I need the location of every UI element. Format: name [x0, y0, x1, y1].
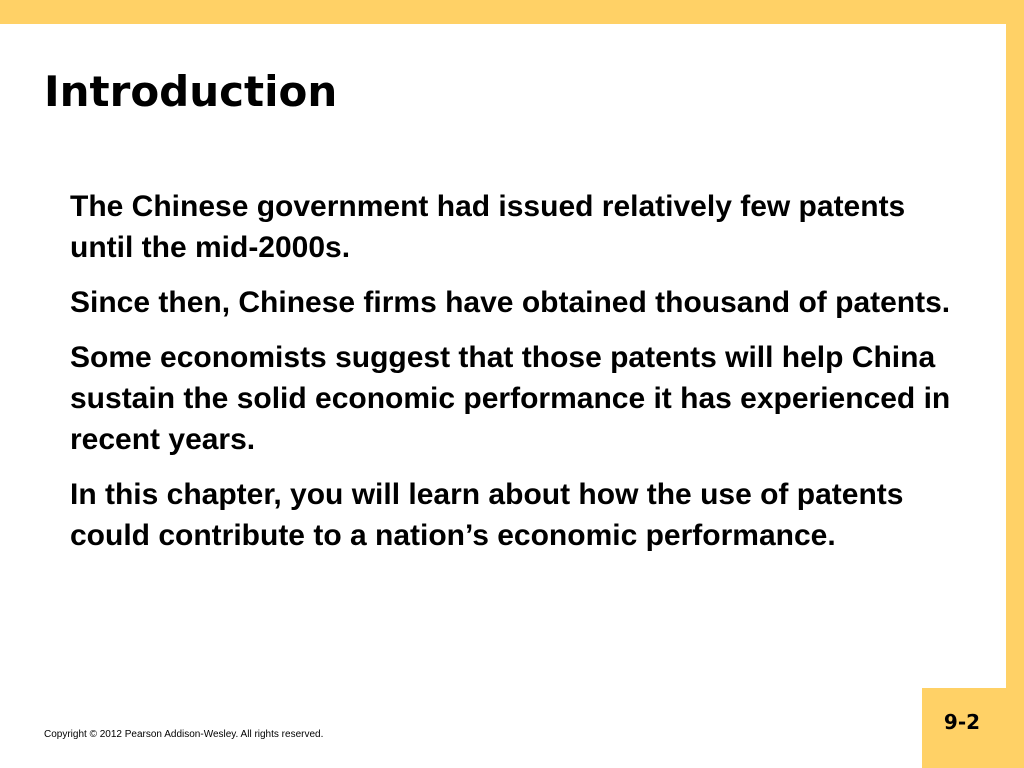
body-paragraph-3: Some economists suggest that those patents will help China sustain the solid economic performance it has experienced in recent years.: [70, 341, 951, 456]
slide-body: [70, 186, 970, 570]
right-accent-bar: [1006, 0, 1024, 768]
body-paragraph-4: In this chapter, you will learn about how the use of patents could contribute to a nation’s economic performance.: [70, 478, 904, 552]
page-number: 9-2: [943, 710, 981, 734]
copyright-notice: Copyright © 2012 Pearson Addison-Wesley. All rights reserved.: [44, 729, 324, 740]
top-accent-bar: [0, 0, 1024, 24]
body-paragraph-2: Since then, Chinese firms have obtained thousand of patents.: [70, 286, 951, 319]
slide-title: Introduction: [44, 67, 338, 116]
body-paragraph-1: The Chinese government had issued relatively few patents until the mid-2000s.: [70, 190, 906, 264]
